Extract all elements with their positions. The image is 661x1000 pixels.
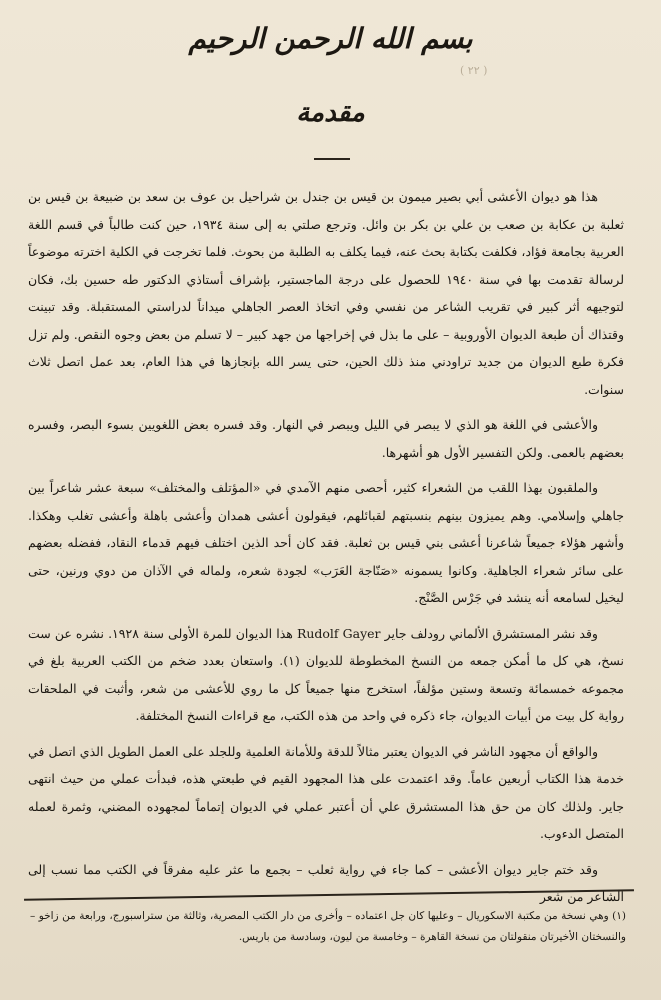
paragraph: والملقبون بهذا اللقب من الشعراء كثير، أحصى منهم الآمدي في «المؤتلف والمختلف» سبعة عشر شاعراً بين جاهلي وإسلامي. وهم يميزون بينهم بنسبتهم لقبائلهم، فيقولون أعشى همدان وأعشى باهلة وأعشى تغلب وهكذا. وأشهر هؤلاء جميعاً شاعرنا أعشى بني قيس بن ثعلبة. فقد كان أحد الذين اختلف فيهم قدماء النقاد، ففضله بعضهم على سائر شعراء الجاهلية. وكانوا يسمونه «صَنّاجة العَرَب» لجودة شعره، ولماله في الآذان من دوي ورنين، حتى ليخيل لسامعه أنه ينشد في جَرْس الصَّنْج. [28, 480, 624, 605]
basmala: بسم الله الرحمن الرحيم [188, 22, 473, 55]
page-number: ( ٢٢ ) [460, 64, 488, 77]
paragraph: وقد ختم جاير ديوان الأعشى – كما جاء في رواية ثعلب – بجمع ما عثر عليه مفرقاً في الكتب مما نسب إلى الشاعر من شعر [28, 861, 624, 904]
paragraph: والواقع أن مجهود الناشر في الديوان يعتبر مثالاً للدقة وللأمانة العلمية وللجلد على العمل الطويل الذي اتصل في خدمة هذا الكتاب أربعين عاماً. وقد اعتمدت على هذا المجهود القيم في طبعتي هذه، فبدأت عملي من حيث انتهى جاير. ولذلك كان من حق هذا المستشرق علي أن أعتبر عملي في الديوان إتماماً لمجهوده المضني، وثمرة لعمله المتصل الدءوب. [28, 743, 624, 841]
paragraph: هذا هو ديوان الأعشى أبي بصير ميمون بن قيس بن جندل بن شراحيل بن عوف بن سعد بن ضبيعة بن قيس بن ثعلبة بن عكابة بن صعب بن علي بن بكر بن وائل. وترجع صلتي به إلى سنة ١٩٣٤، حين كنت طالباً في قسم اللغة العربية بجامعة فؤاد، فكلفت بكتابة بحث عنه، فيما يكلف به الطلبة من بحوث. فلما تخرجت في الكلية اخترته موضوعاً لرسالة تقدمت بها في سنة ١٩٤٠ للحصول على درجة الماجستير، بإشراف أستاذي الدكتور طه حسين بك، فكان لتوجيهه أثر كبير في تقريب الشاعر من نفسي وفي اتخاذ العصر الجاهلي ميداناً لدراستي المستقبلة. وقد تبينت وقتذاك أن طبعة الديوان الأوروبية – على ما بذل في إخراجها من جهد كبير – لا تسلم من بعض وجوه النقص. ولم تزل فكرة طبع الديوان من جديد تراودني منذ ذلك الحين، حتى يسر الله بإنجازها في هذا العام، بعد عمل اتصل ثلاث سنوات. [28, 189, 625, 397]
paragraph: والأعشى في اللغة هو الذي لا يبصر في الليل ويبصر في النهار. وقد فسره بعض اللغويين بسوء البصر، وفسره بعضهم بالعمى. ولكن التفسير الأول هو أشهرها. [28, 417, 624, 460]
body-text [28, 183, 624, 919]
title-divider [314, 158, 350, 160]
paragraph: وقد نشر المستشرق الألماني رودلف جاير Rudolf Gayer هذا الديوان للمرة الأولى سنة ١٩٢٨. نشره عن ست نسخ، هي كل ما أمكن جمعه من النسخ المخطوطة للديوان (١). واستعان بعدد ضخم من الكتب العربية بلغ في مجموعه خمسمائة وتسعة وستين مؤلفاً، استخرج منها جميعاً كل ما روي للأعشى من شعر، وأثبت في الملحقات رواية كل بيت من أبيات الديوان، جاء ذكره في واحد من هذه الكتب، مع قراءات النسخ المختلفة. [28, 625, 624, 723]
footnote: (١) وهي نسخة من مكتبة الاسكوريال – وعليها كان جل اعتماده – وأخرى من دار الكتب المصرية، وثالثة من ستراسبورج، ورابعة من زاخو – والنسختان الأخيرتان منقولتان من نسخة القاهرة – وخامسة من ليون، وسادسة من باريس. [30, 910, 626, 943]
page-title: مقدمة [296, 98, 365, 128]
